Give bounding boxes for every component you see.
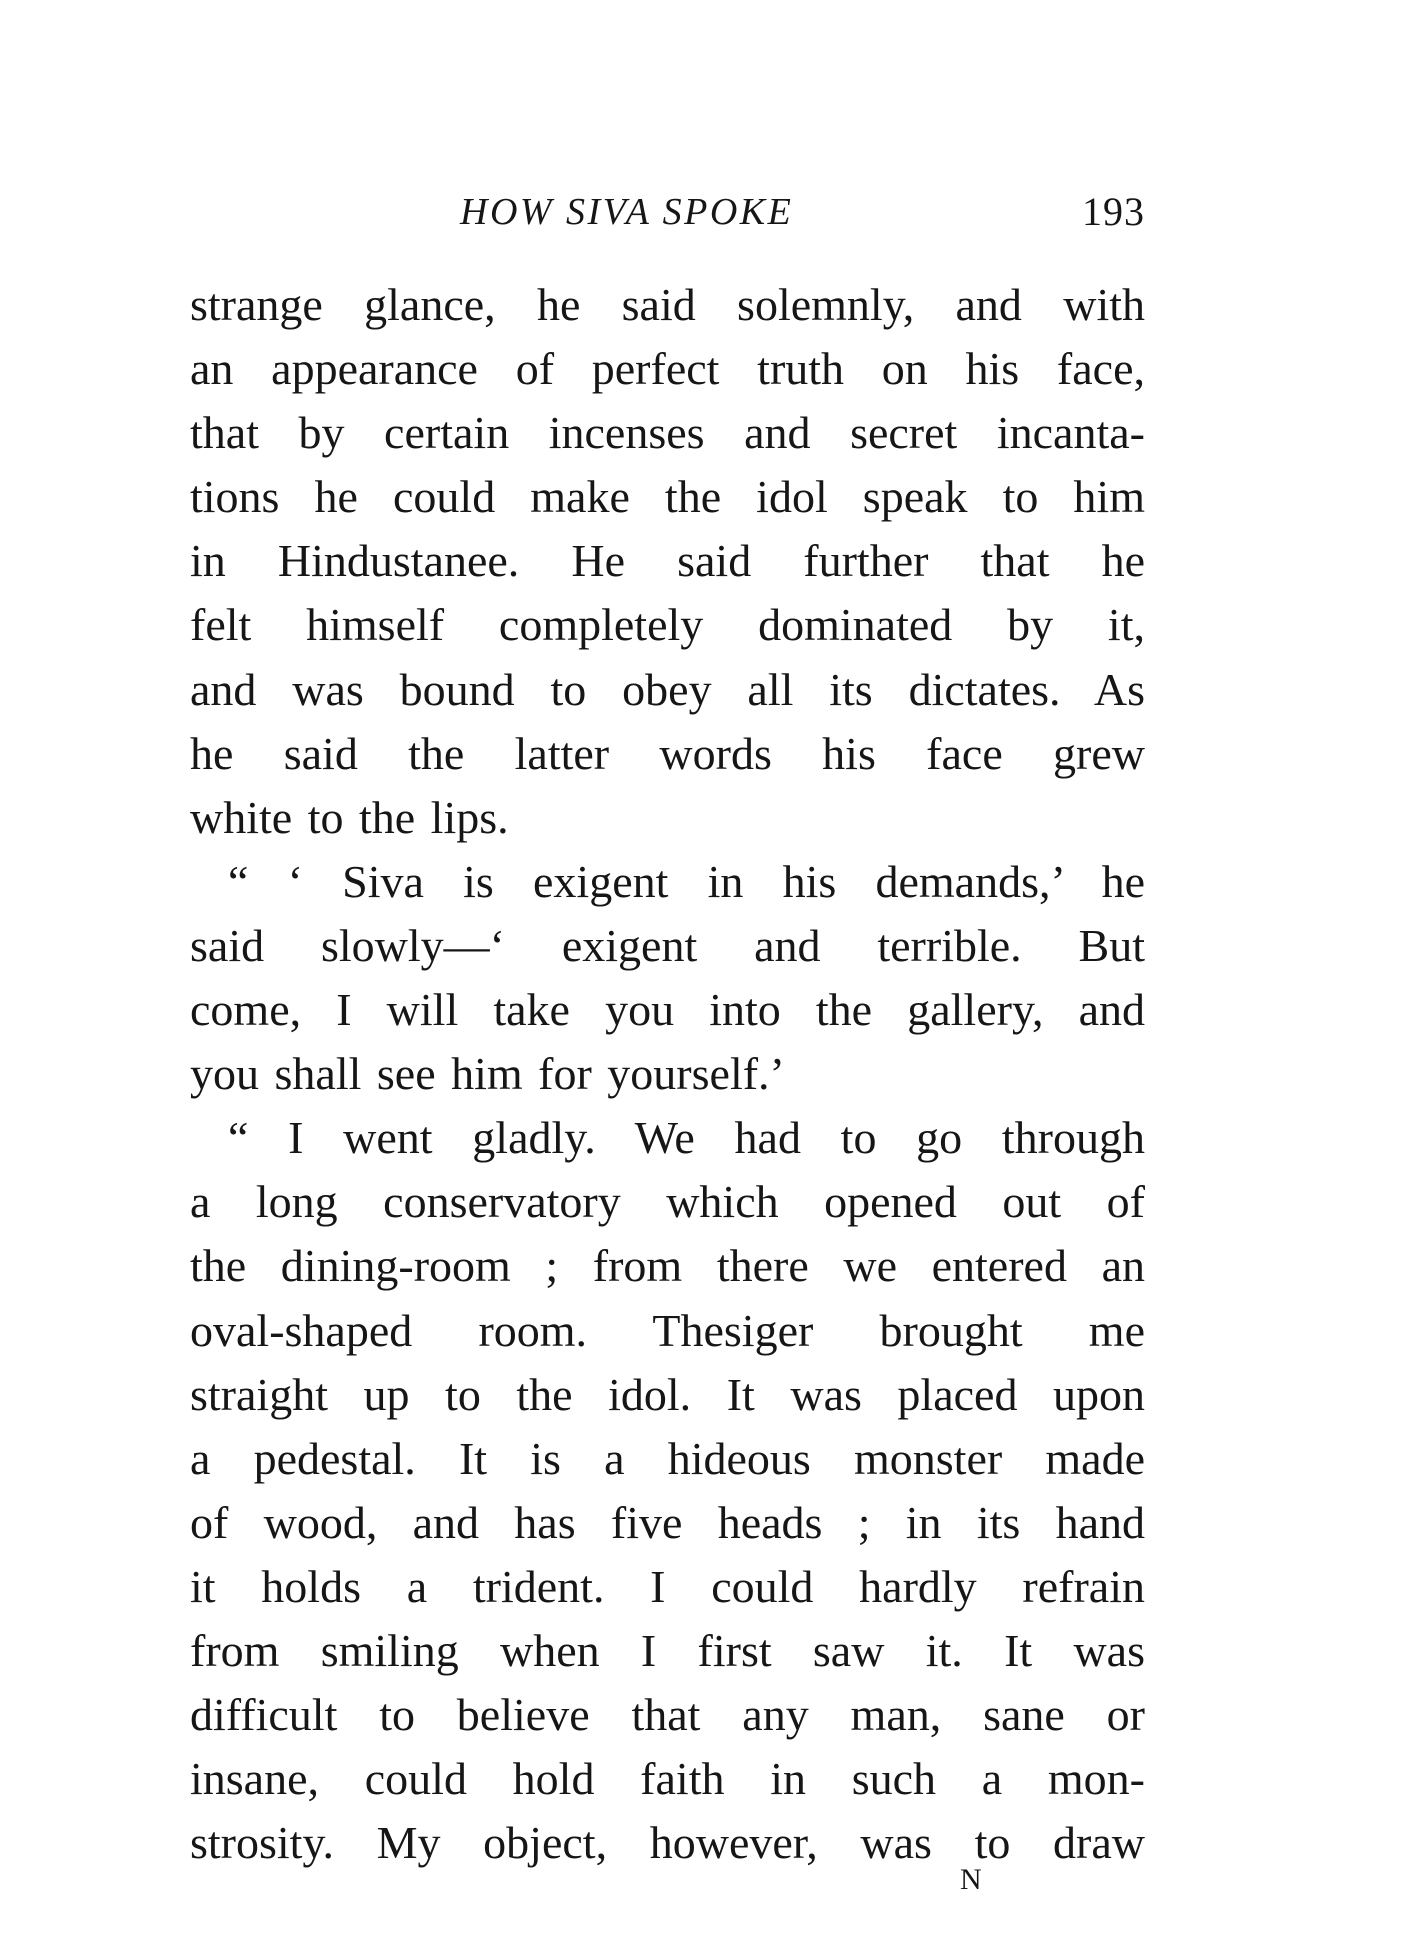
signature-mark: N xyxy=(960,1863,983,1896)
text-line: a pedestal. It is a hideous monster made xyxy=(190,1432,1145,1484)
text-line: insane, could hold faith in such a mon- xyxy=(190,1753,1145,1805)
text-line: in Hindustanee. He said further that he xyxy=(190,535,1145,587)
body-text xyxy=(190,273,1145,1875)
paragraph-start-line: “ I went gladly. We had to go through xyxy=(228,1112,1145,1164)
text-line: from smiling when I first saw it. It was xyxy=(190,1624,1145,1676)
text-line: of wood, and has five heads ; in its hand xyxy=(190,1496,1145,1548)
text-line: strosity. My object, however, was to draw xyxy=(190,1817,1145,1869)
text-line: oval-shaped room. Thesiger brought me xyxy=(190,1304,1145,1356)
text-line: difficult to believe that any man, sane or xyxy=(190,1689,1145,1741)
text-line: white to the lips. xyxy=(190,791,509,843)
text-line: come, I will take you into the gallery, and xyxy=(190,984,1145,1036)
text-line: and was bound to obey all its dictates. As xyxy=(190,663,1145,715)
text-line: the dining-room ; from there we entered an xyxy=(190,1240,1145,1292)
text-line: he said the latter words his face grew xyxy=(190,727,1145,779)
text-line: it holds a trident. I could hardly refrain xyxy=(190,1560,1145,1612)
paragraph-start-line: “ ‘ Siva is exigent in his demands,’ he xyxy=(228,855,1145,907)
page-number: 193 xyxy=(1082,189,1145,234)
text-line: that by certain incenses and secret incanta- xyxy=(190,407,1145,459)
text-line: strange glance, he said solemnly, and with xyxy=(190,279,1145,330)
text-line: a long conservatory which opened out of xyxy=(190,1176,1145,1228)
text-line: said slowly—‘ exigent and terrible. But xyxy=(190,919,1145,971)
text-line: you shall see him for yourself.’ xyxy=(190,1048,785,1100)
text-line: straight up to the idol. It was placed upon xyxy=(190,1368,1145,1420)
text-line: felt himself completely dominated by it, xyxy=(190,599,1145,651)
running-header xyxy=(190,182,1145,242)
text-line: tions he could make the idol speak to him xyxy=(190,471,1145,523)
text-line: an appearance of perfect truth on his face, xyxy=(190,343,1145,395)
running-title: HOW SIVA SPOKE xyxy=(460,191,794,233)
